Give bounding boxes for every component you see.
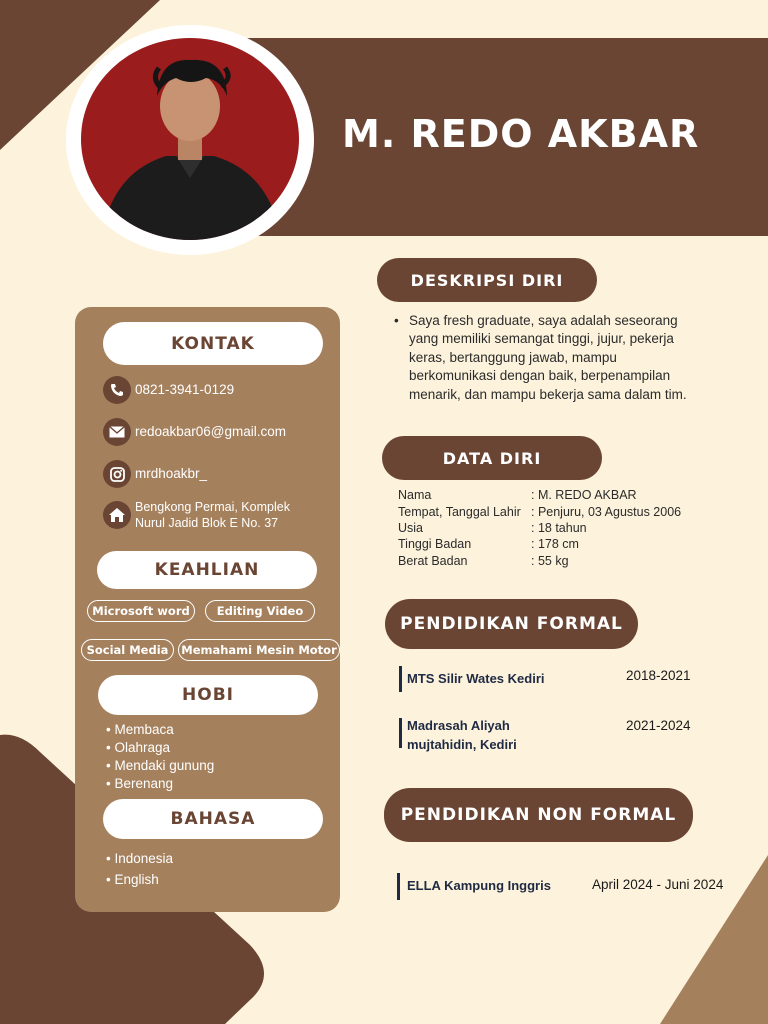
education-marker (399, 666, 402, 692)
row-label: Tinggi Badan (398, 537, 472, 551)
language-item: • English (106, 869, 173, 890)
row-value: : Penjuru, 03 Agustus 2006 (531, 505, 682, 519)
hobby-item: • Mendaki gunung (106, 757, 214, 775)
nonformal-education-heading: PENDIDIKAN NON FORMAL (384, 788, 693, 842)
contact-phone[interactable]: 0821-3941-0129 (135, 382, 235, 397)
personal-data-heading: DATA DIRI (382, 436, 602, 480)
person-silhouette (81, 38, 299, 240)
address-line-1: Bengkong Permai, Komplek (135, 500, 290, 514)
hobbies-heading: HOBI (98, 675, 318, 715)
education-school (407, 716, 517, 754)
contact-address (135, 499, 290, 531)
skill-tag: Editing Video (205, 600, 315, 622)
course-period: April 2024 - Juni 2024 (592, 877, 724, 892)
profile-name: M. REDO AKBAR (342, 112, 700, 156)
row-value: : 178 cm (531, 537, 579, 551)
bullet-dot: • (394, 313, 399, 328)
contact-phone-row (103, 376, 234, 404)
description-block (394, 312, 704, 404)
skill-tag: Microsoft word (87, 600, 195, 622)
hobby-item: • Olahraga (106, 739, 214, 757)
row-label: Usia (398, 521, 424, 535)
contact-address-row (103, 499, 290, 531)
skill-tag: Memahami Mesin Motor (178, 639, 340, 661)
education-school: MTS Silir Wates Kediri (407, 671, 545, 686)
language-item: • Indonesia (106, 848, 173, 869)
contact-instagram-row (103, 460, 207, 488)
contact-email[interactable]: redoakbar06@gmail.com (135, 424, 287, 439)
languages-heading: BAHASA (103, 799, 323, 839)
languages-list (106, 848, 173, 890)
description-text: Saya fresh graduate, saya adalah seseorang yang memiliki semangat tinggi, jujur, pekerja keras, bertanggung jawab, mampu berkomunikasi dengan baik, berpenampilan menarik, dan mampu bekerja sama dalam tim. (409, 313, 687, 402)
phone-icon (103, 376, 131, 404)
description-heading: DESKRIPSI DIRI (377, 258, 597, 302)
row-label: Tempat, Tanggal Lahir (398, 505, 521, 519)
school-line-1: Madrasah Aliyah (407, 718, 510, 733)
formal-education-heading: PENDIDIKAN FORMAL (385, 599, 638, 649)
hobbies-list (106, 721, 214, 793)
education-marker (397, 873, 400, 900)
instagram-icon (103, 460, 131, 488)
home-icon (103, 501, 131, 529)
mail-icon (103, 418, 131, 446)
address-line-2: Nurul Jadid Blok E No. 37 (135, 516, 279, 530)
row-label: Nama (398, 488, 432, 502)
course-name: ELLA Kampung Inggris (407, 878, 551, 893)
skill-tag: Social Media (81, 639, 174, 661)
profile-photo (81, 38, 299, 240)
hobby-item: • Berenang (106, 775, 214, 793)
contact-heading: KONTAK (103, 322, 323, 365)
row-value: : 18 tahun (531, 521, 587, 535)
row-label: Berat Badan (398, 554, 468, 568)
hobby-item: • Membaca (106, 721, 214, 739)
education-years: 2018-2021 (626, 668, 691, 683)
row-value: : M. REDO AKBAR (531, 488, 637, 502)
row-value: : 55 kg (531, 554, 569, 568)
school-line-2: mujtahidin, Kediri (407, 737, 517, 752)
education-marker (399, 718, 402, 748)
contact-instagram[interactable]: mrdhoakbr_ (135, 466, 208, 481)
education-years: 2021-2024 (626, 718, 691, 733)
contact-email-row (103, 418, 286, 446)
skills-heading: KEAHLIAN (97, 551, 317, 589)
